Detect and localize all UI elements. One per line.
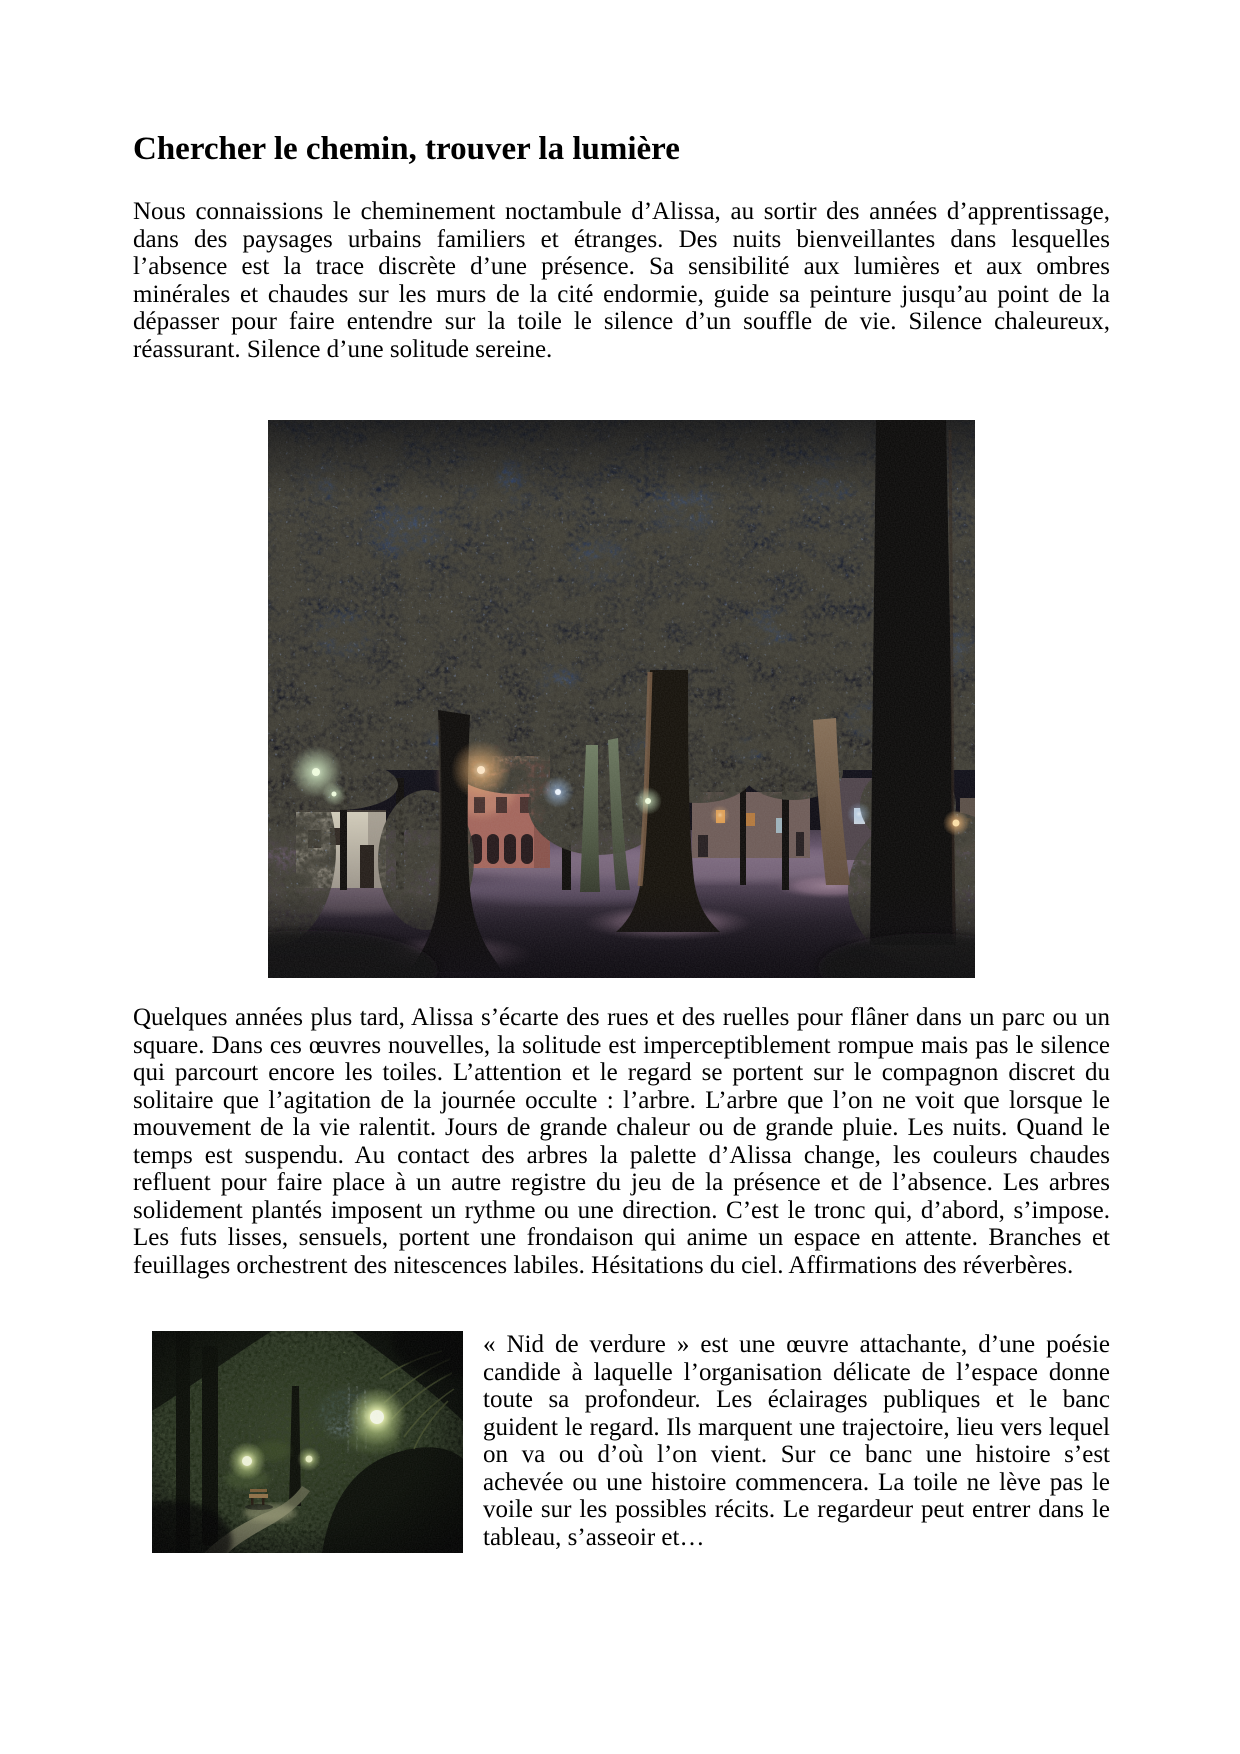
small-painting-canvas <box>152 1331 463 1553</box>
paragraph-intro: Nous connaissions le cheminement noctambule d’Alissa, au sortir des années d’apprentissage, dans des paysages urbains familiers et étranges. Des nuits bienveillantes dans lesquelles l’absence est la trace discrète d’une présence. Sa sensibilité aux lumières et aux ombres minérales et chaudes sur les murs de la cité endormie, guide sa peinture jusqu’au point de la dépasser pour faire entendre sur la toile le silence d’un souffle de vie. Silence chaleureux, réassurant. Silence d’une solitude sereine. <box>133 198 1110 363</box>
large-night-square-painting <box>268 420 975 978</box>
paragraph-park: Quelques années plus tard, Alissa s’écarte des rues et des ruelles pour flâner dans un parc ou un square. Dans ces œuvres nouvelles, la solitude est imperceptiblement rompue mais pas le silence qui parcourt encore les toiles. L’attention et le regard se portent sur le compagnon discret du solitaire que l’agitation de la journée occulte : l’arbre. L’arbre que l’on ne voit que lorsque le mouvement de la vie ralentit. Jours de grande chaleur ou de grande pluie. Les nuits. Quand le temps est suspendu. Au contact des arbres la palette d’Alissa change, les couleurs chaudes refluent pour faire place à un autre registre du jeu de la présence et de l’absence. Les arbres solidement plantés imposent un rythme ou une direction. C’est le tronc qui, d’abord, s’impose. Les futs lisses, sensuels, portent une frondaison qui anime un espace en attente. Branches et feuillages orchestrent des nitescences labiles. Hésitations du ciel. Affirmations des réverbères. <box>133 1004 1110 1279</box>
paragraph-nid-de-verdure-block <box>133 1331 1110 1561</box>
document-content <box>133 0 1110 1561</box>
small-nid-de-verdure-painting <box>152 1331 463 1553</box>
page-title-text: Chercher le chemin, trouver la lumière <box>133 131 680 167</box>
page-title <box>133 130 1110 168</box>
paragraph-nid-de-verdure: « Nid de verdure » est une œuvre attachante, d’une poésie candide à laquelle l’organisation délicate de l’espace donne toute sa profondeur. Les éclairages publiques et le banc guident le regard. Ils marquent une trajectoire, lieu vers lequel on va ou d’où l’on vient. Sur ce banc une histoire s’est achevée ou une histoire commencera. La toile ne lève pas le voile sur les possibles récits. Le regardeur peut entrer dans le tableau, s’asseoir et… <box>483 1331 1110 1551</box>
large-painting-canvas <box>268 420 975 978</box>
